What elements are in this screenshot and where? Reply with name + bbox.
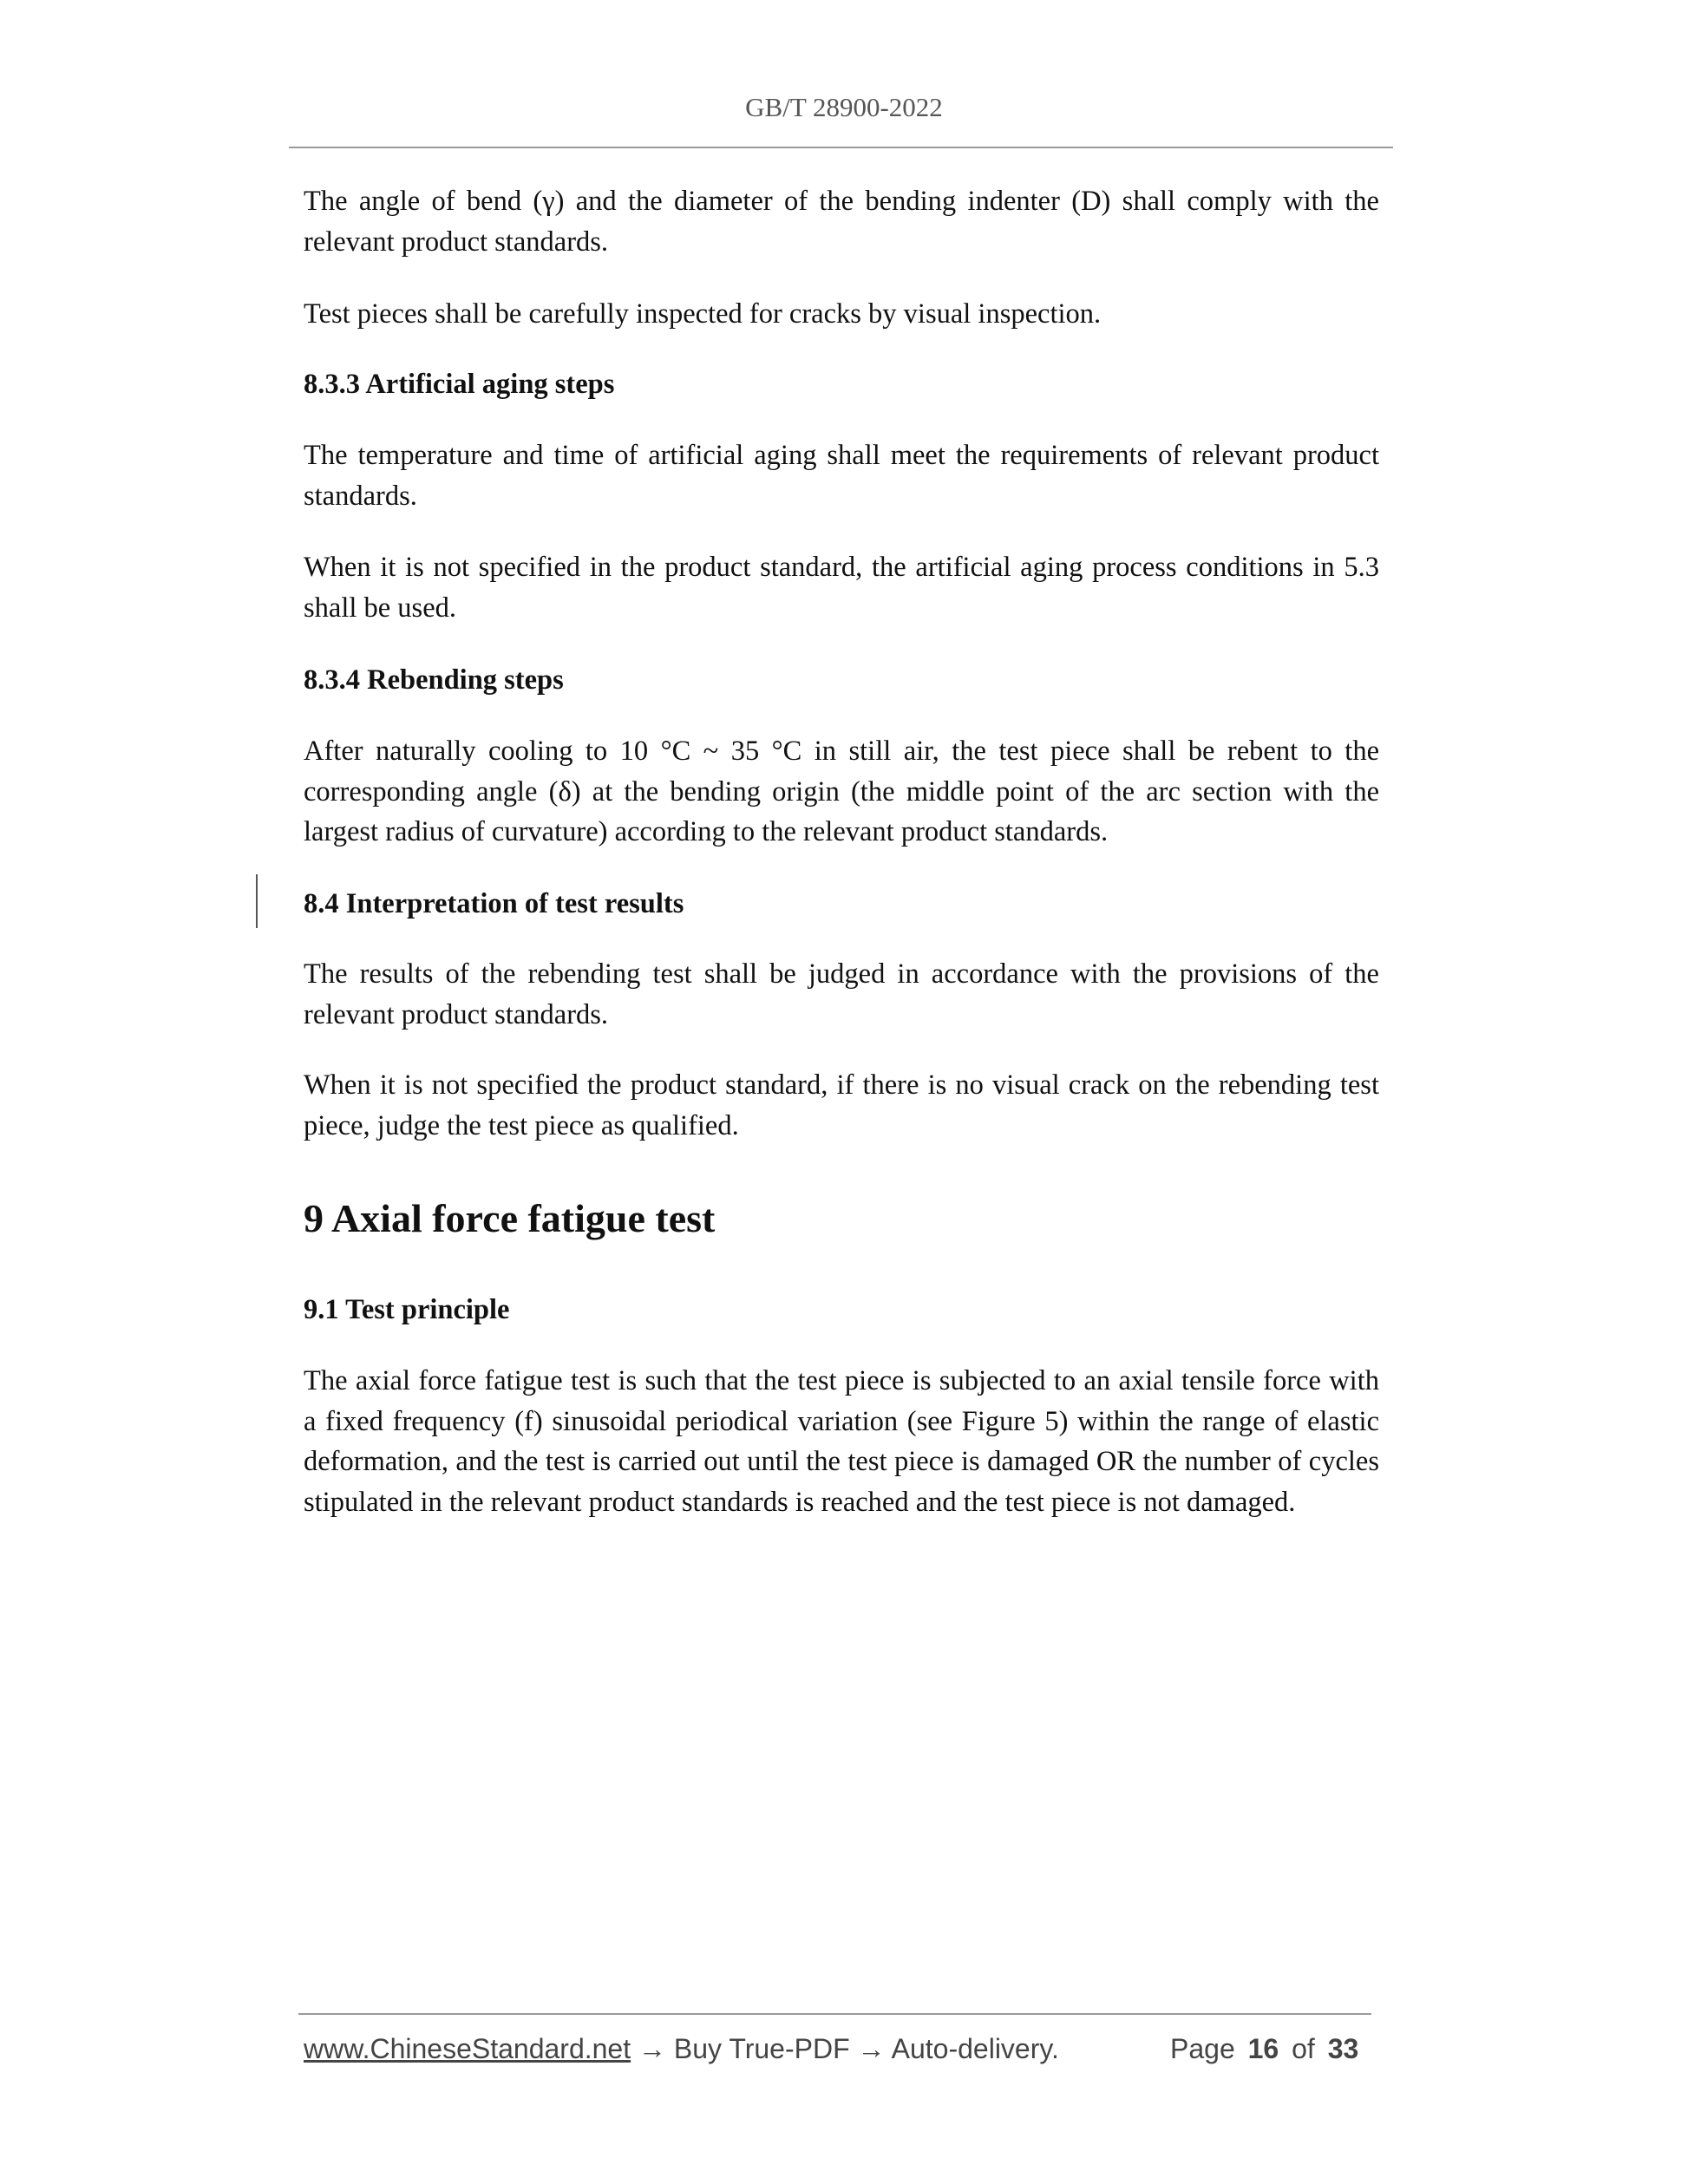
chapter-heading-9: 9 Axial force fatigue test <box>304 1196 716 1240</box>
change-bar <box>256 874 258 928</box>
chinesestandard-link[interactable]: www.ChineseStandard.net <box>304 2033 631 2064</box>
page-indicator <box>1170 2033 1358 2065</box>
page-number: 16 <box>1247 2033 1279 2064</box>
section-heading-9-1: 9.1 Test principle <box>304 1294 510 1325</box>
section-heading-8-3-3: 8.3.3 Artificial aging steps <box>304 369 615 400</box>
paragraph: The axial force fatigue test is such that the test piece is subjected to an axial tensile force with a fixed frequency (f) sinusoidal periodical variation (see Figure 5) within the range of elastic deformation, and the test is carried out until the test piece is damaged OR the number of cycles stipulated in the relevant product standards is reached and the test piece is not damaged. <box>304 1365 1379 1518</box>
paragraph: Test pieces shall be carefully inspected for cracks by visual inspection. <box>304 298 1102 330</box>
page-total: 33 <box>1327 2033 1359 2064</box>
section-heading-8-3-4: 8.3.4 Rebending steps <box>304 664 564 696</box>
paragraph: When it is not specified in the product standard, the artificial aging process conditions in 5.3 shall be used. <box>304 552 1379 624</box>
footer-promo-text: → Buy True-PDF → Auto-delivery. <box>631 2033 1059 2064</box>
paragraph: The angle of bend (γ) and the diameter of the bending indenter (D) shall comply with the relevant product standards. <box>304 186 1379 258</box>
paragraph: When it is not specified the product standard, if there is no visual crack on the rebending test piece, judge the test piece as qualified. <box>304 1069 1379 1141</box>
footer-promo <box>304 2033 1059 2065</box>
header-divider <box>289 147 1393 148</box>
paragraph: After naturally cooling to 10 °C ~ 35 °C in still air, the test piece shall be rebent to the corresponding angle (δ) at the bending origin (the middle point of the arc section with the largest radius of curvature) according to the relevant product standards. <box>304 736 1379 847</box>
document-id-header: GB/T 28900-2022 <box>745 92 943 122</box>
paragraph: The results of the rebending test shall be judged in accordance with the provisions of the relevant product standards. <box>304 958 1379 1030</box>
section-heading-8-4: 8.4 Interpretation of test results <box>304 888 684 919</box>
paragraph: The temperature and time of artificial aging shall meet the requirements of relevant product standards. <box>304 440 1379 512</box>
page-label: Page <box>1170 2033 1235 2064</box>
of-label: of <box>1292 2033 1315 2064</box>
footer-divider <box>298 2013 1371 2015</box>
